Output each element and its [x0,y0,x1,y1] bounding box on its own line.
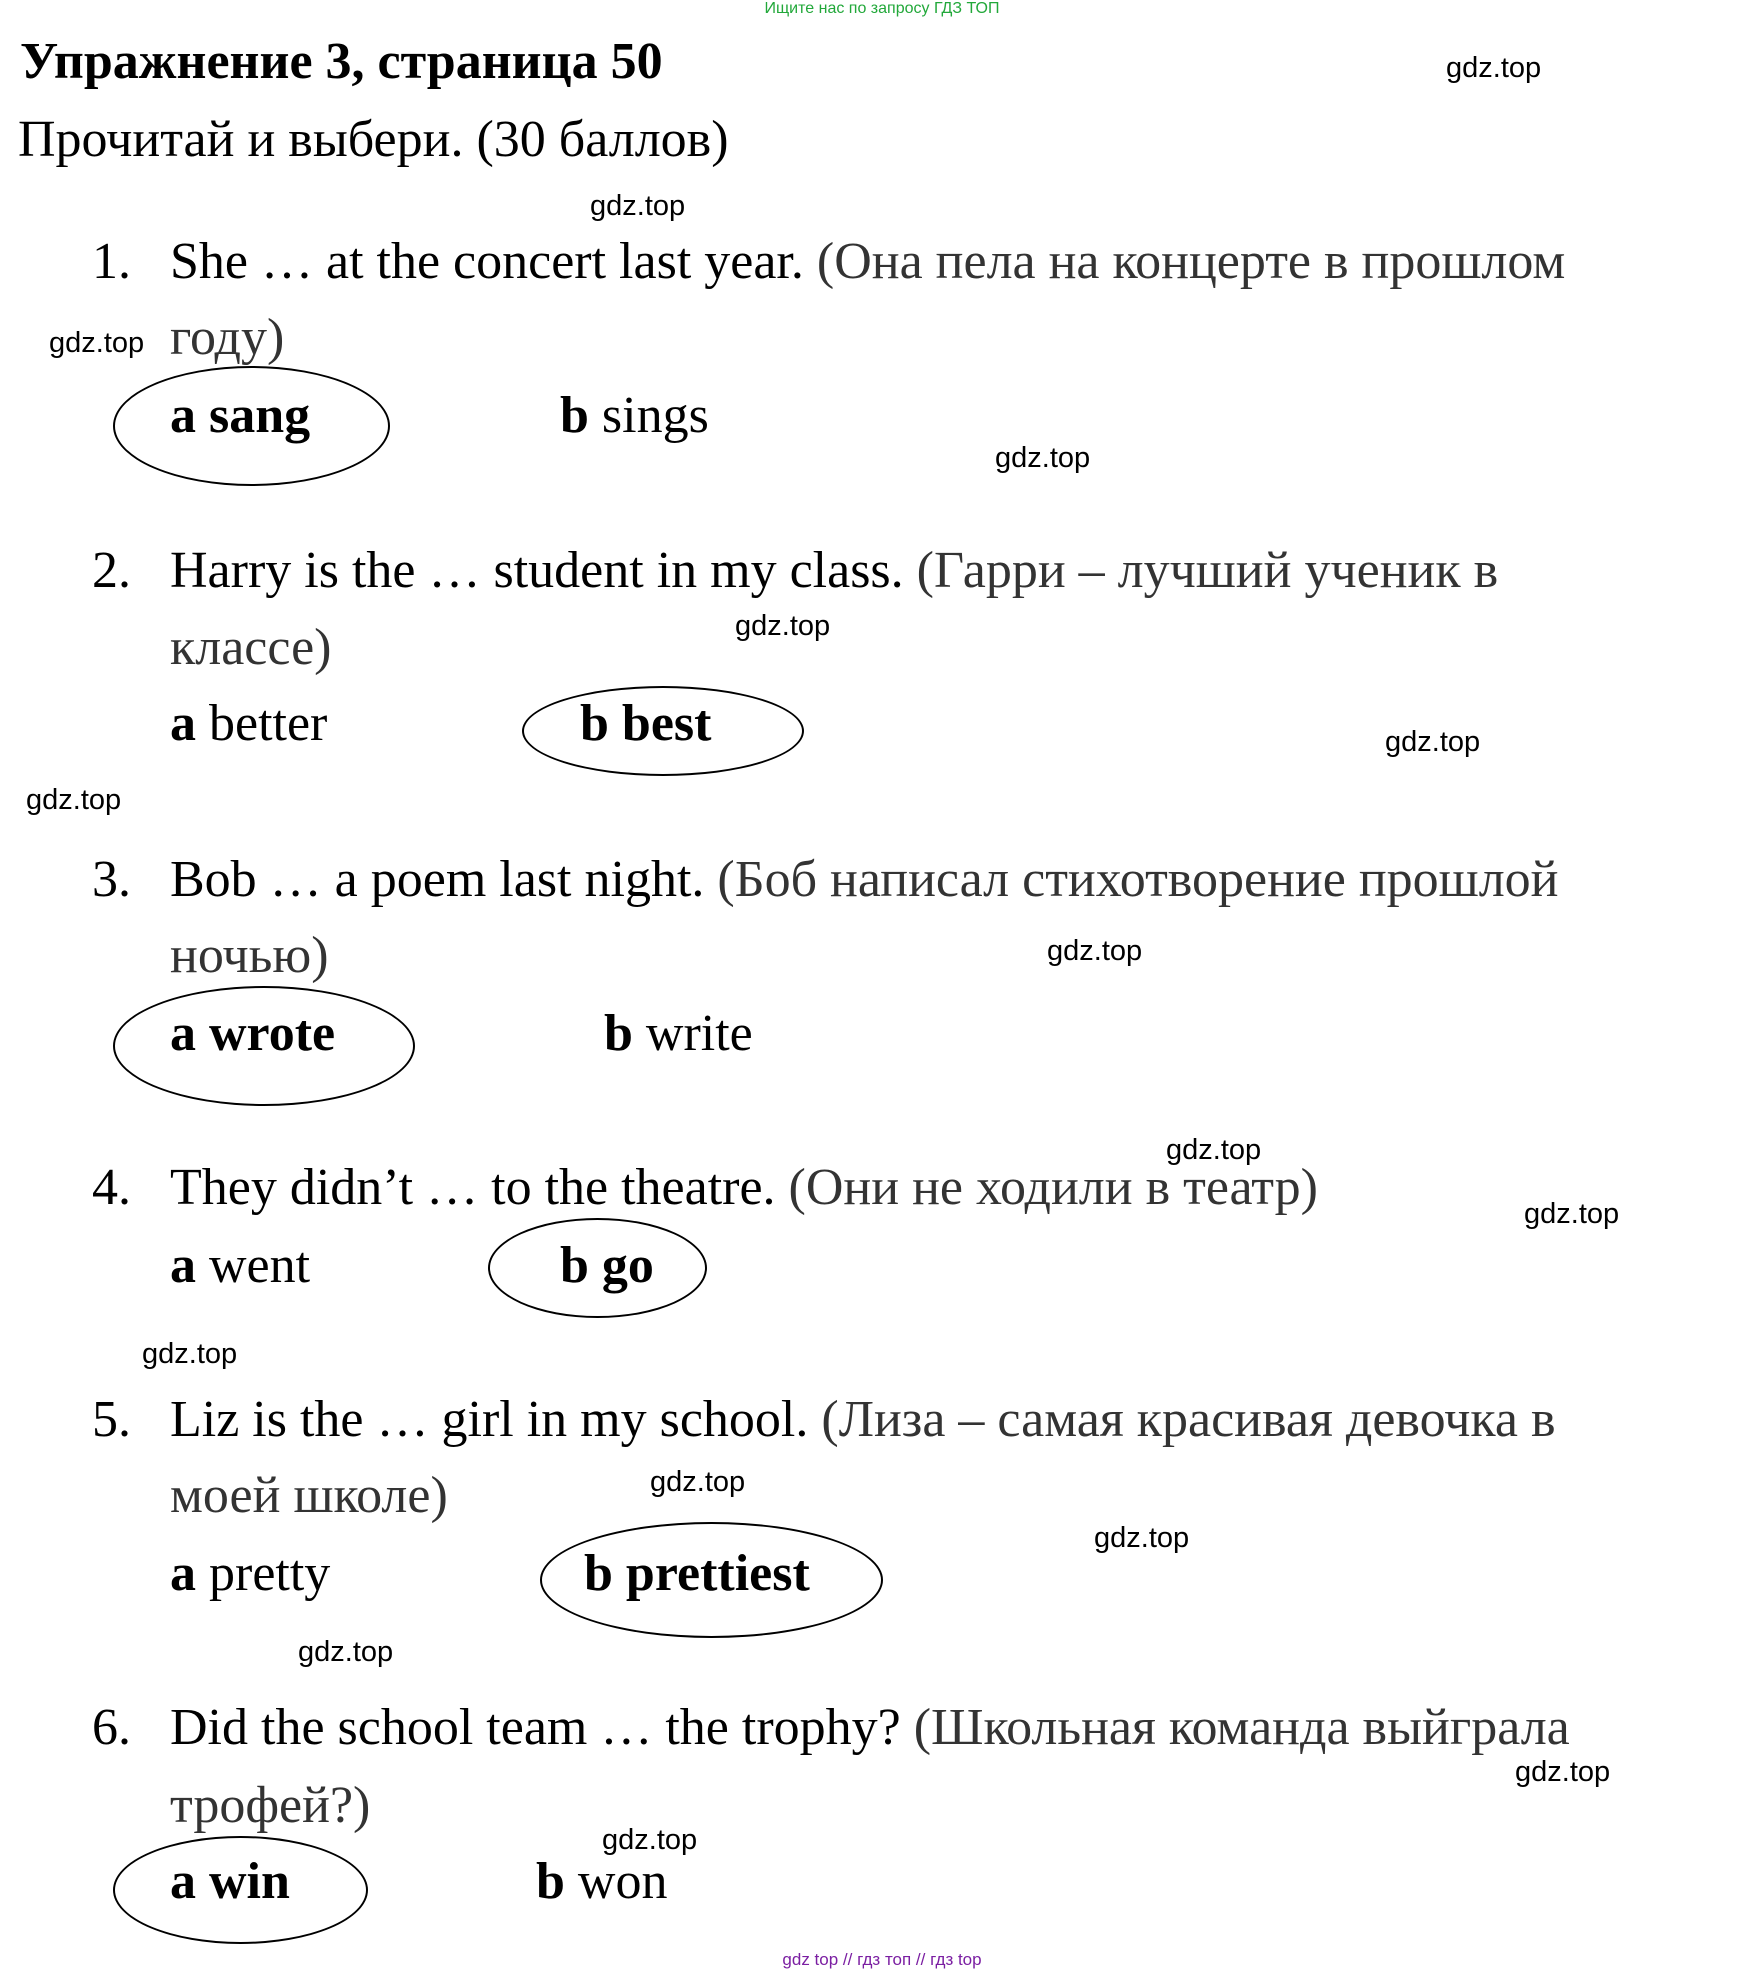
option-a[interactable] [170,694,327,753]
watermark: gdz.top [735,610,831,642]
option-word: sings [601,387,709,444]
option-letter: b [560,1237,589,1294]
option-letter: a [170,1545,196,1602]
page-subtitle: Прочитай и выбери. (30 баллов) [18,111,729,168]
option-letter: a [170,1237,196,1294]
option-word: won [577,1853,668,1910]
watermark: gdz.top [26,784,122,816]
question-number: 4. [92,1159,131,1216]
option-letter: b [536,1853,565,1910]
question-russian-cont: классе) [170,619,332,676]
watermark: gdz.top [1094,1522,1190,1554]
question-russian-cont: моей школе) [170,1467,448,1524]
option-word: wrote [209,1005,336,1062]
option-word: better [209,695,328,752]
option-word: prettiest [625,1545,810,1602]
option-b[interactable] [604,1004,753,1063]
question-number: 2. [92,542,131,599]
question-english: Harry is the … student in my class. [170,542,904,599]
footer-watermark: gdz top // гдз топ // гдз top [782,1950,982,1969]
option-b[interactable] [560,1236,654,1295]
question-english: She … at the concert last year. [170,233,804,290]
option-word: go [601,1237,654,1294]
top-banner: Ищите нас по запросу ГДЗ ТОП [764,0,1000,17]
option-a[interactable] [170,1544,330,1603]
question-line [170,1390,1556,1449]
question-russian-cont: ночью) [170,927,329,984]
question-russian: (Школьная команда выйграла [913,1699,1570,1756]
option-letter: a [170,695,196,752]
option-letter: b [584,1545,613,1602]
option-word: sang [209,387,311,444]
watermark: gdz.top [298,1636,394,1668]
question-russian: (Боб написал стихотворение прошлой [717,851,1559,908]
option-letter: b [580,695,609,752]
page-title: Упражнение 3, страница 50 [20,33,663,90]
question-number: 6. [92,1699,131,1756]
option-word: win [209,1853,290,1910]
watermark: gdz.top [995,442,1091,474]
question-russian-cont: году) [170,309,285,366]
option-a[interactable] [170,1236,310,1295]
option-b[interactable] [560,386,709,445]
option-letter: a [170,387,196,444]
watermark: gdz.top [1446,52,1542,84]
question-line [170,541,1498,600]
option-letter: a [170,1853,196,1910]
watermark: gdz.top [1385,726,1481,758]
question-number: 3. [92,851,131,908]
question-line [170,1698,1570,1757]
question-english: Liz is the … girl in my school. [170,1391,809,1448]
option-word: best [621,695,712,752]
option-b[interactable] [536,1852,667,1911]
question-english: Did the school team … the trophy? [170,1699,901,1756]
question-line [170,232,1565,291]
question-line [170,1158,1318,1217]
watermark: gdz.top [49,327,145,359]
option-word: went [209,1237,311,1294]
question-russian-cont: трофей?) [170,1777,371,1834]
watermark: gdz.top [142,1338,238,1370]
question-russian: (Она пела на концерте в прошлом [816,233,1566,290]
option-a[interactable] [170,386,310,445]
question-english: Bob … a poem last night. [170,851,705,908]
watermark: gdz.top [1166,1134,1262,1166]
question-english: They didn’t … to the theatre. [170,1159,776,1216]
option-word: pretty [209,1545,331,1602]
option-b[interactable] [580,694,711,753]
option-letter: a [170,1005,196,1062]
question-russian: (Гарри – лучший ученик в [916,542,1499,599]
question-number: 5. [92,1391,131,1448]
question-number: 1. [92,233,131,290]
question-russian: (Они не ходили в театр) [788,1159,1318,1216]
option-b[interactable] [584,1544,810,1603]
option-letter: b [560,387,589,444]
option-a[interactable] [170,1852,290,1911]
question-line [170,850,1558,909]
option-a[interactable] [170,1004,335,1063]
watermark: gdz.top [602,1824,698,1856]
watermark: gdz.top [650,1466,746,1498]
watermark: gdz.top [1524,1198,1620,1230]
watermark: gdz.top [590,190,686,222]
watermark: gdz.top [1047,935,1143,967]
question-russian: (Лиза – самая красивая девочка в [821,1391,1556,1448]
watermark: gdz.top [1515,1756,1611,1788]
option-word: write [645,1005,753,1062]
option-letter: b [604,1005,633,1062]
